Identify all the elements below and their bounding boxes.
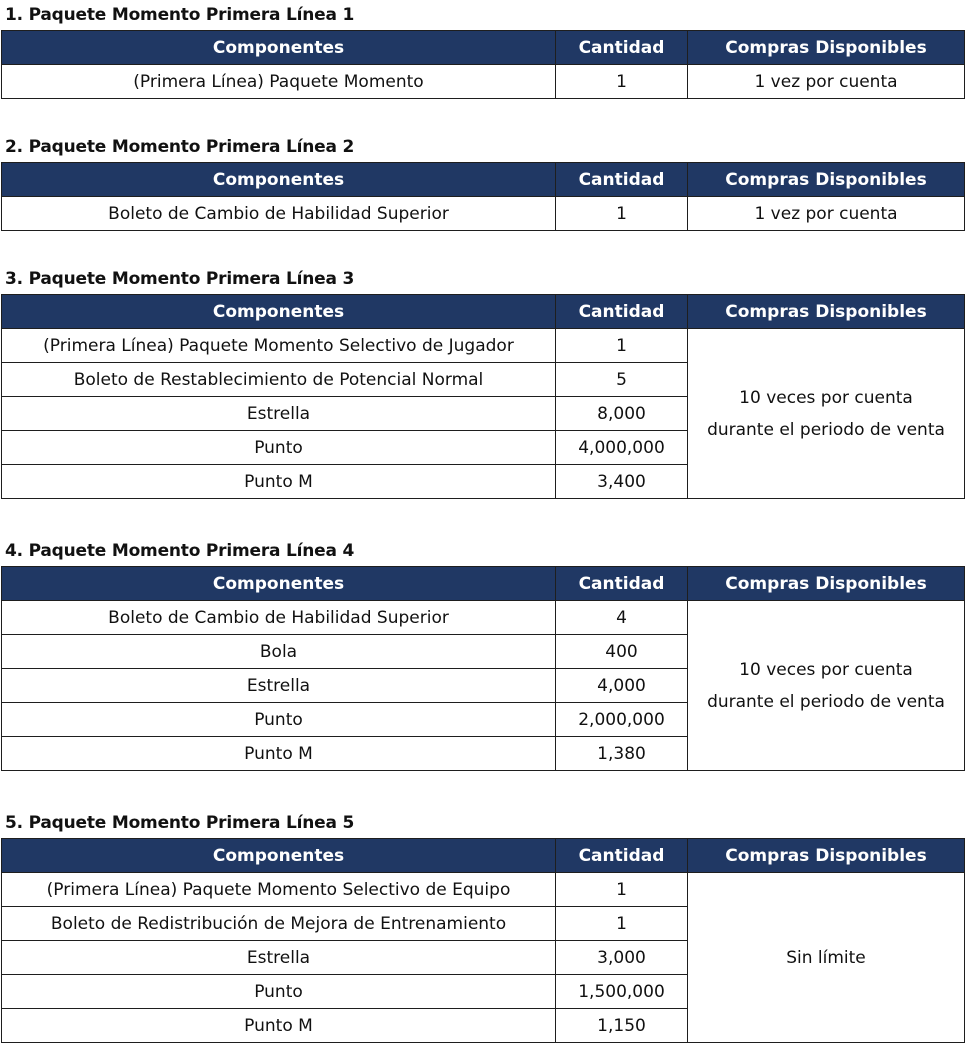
purchases-cell: 1 vez por cuenta <box>688 65 965 99</box>
table-header-row <box>2 31 965 65</box>
quantity-cell: 2,000,000 <box>556 703 688 737</box>
component-cell: (Primera Línea) Paquete Momento <box>2 65 556 99</box>
package-section-4 <box>0 536 965 771</box>
table-row <box>2 65 965 99</box>
quantity-cell: 4 <box>556 601 688 635</box>
header-components: Componentes <box>2 163 556 197</box>
quantity-cell: 1,500,000 <box>556 975 688 1009</box>
header-components: Componentes <box>2 31 556 65</box>
header-quantity: Cantidad <box>556 31 688 65</box>
table-header-row <box>2 295 965 329</box>
header-quantity: Cantidad <box>556 839 688 873</box>
component-cell: Punto <box>2 703 556 737</box>
component-cell: Punto <box>2 431 556 465</box>
quantity-cell: 4,000,000 <box>556 431 688 465</box>
table-header-row <box>2 567 965 601</box>
purchases-line-1: 10 veces por cuenta <box>739 387 913 408</box>
package-title: 2. Paquete Momento Primera Línea 2 <box>5 137 355 157</box>
quantity-cell: 1 <box>556 329 688 363</box>
table-row <box>2 197 965 231</box>
package-section-5 <box>0 808 965 1043</box>
header-components: Componentes <box>2 295 556 329</box>
header-quantity: Cantidad <box>556 163 688 197</box>
component-cell: Estrella <box>2 397 556 431</box>
package-table <box>1 838 965 1043</box>
component-cell: (Primera Línea) Paquete Momento Selectivo de Equipo <box>2 873 556 907</box>
table-row <box>2 329 965 363</box>
package-section-3 <box>0 264 965 499</box>
quantity-cell: 1 <box>556 65 688 99</box>
package-table <box>1 162 965 231</box>
quantity-cell: 4,000 <box>556 669 688 703</box>
package-title: 4. Paquete Momento Primera Línea 4 <box>5 541 355 561</box>
header-purchases: Compras Disponibles <box>688 839 965 873</box>
component-cell: Estrella <box>2 941 556 975</box>
package-section-2 <box>0 132 965 231</box>
component-cell: Bola <box>2 635 556 669</box>
purchases-line-2: durante el periodo de venta <box>707 691 945 712</box>
header-components: Componentes <box>2 567 556 601</box>
component-cell: Punto M <box>2 737 556 771</box>
header-purchases: Compras Disponibles <box>688 31 965 65</box>
header-purchases: Compras Disponibles <box>688 163 965 197</box>
package-title: 5. Paquete Momento Primera Línea 5 <box>5 813 355 833</box>
table-header-row <box>2 839 965 873</box>
package-section-1 <box>0 0 965 99</box>
quantity-cell: 1 <box>556 197 688 231</box>
header-components: Componentes <box>2 839 556 873</box>
quantity-cell: 8,000 <box>556 397 688 431</box>
table-row <box>2 873 965 907</box>
quantity-cell: 5 <box>556 363 688 397</box>
table-header-row <box>2 163 965 197</box>
package-table <box>1 294 965 499</box>
component-cell: Estrella <box>2 669 556 703</box>
header-quantity: Cantidad <box>556 295 688 329</box>
package-table <box>1 30 965 99</box>
purchases-cell <box>688 329 965 499</box>
package-title: 3. Paquete Momento Primera Línea 3 <box>5 269 355 289</box>
quantity-cell: 400 <box>556 635 688 669</box>
quantity-cell: 1 <box>556 873 688 907</box>
header-purchases: Compras Disponibles <box>688 295 965 329</box>
quantity-cell: 1,380 <box>556 737 688 771</box>
package-table <box>1 566 965 771</box>
quantity-cell: 3,400 <box>556 465 688 499</box>
package-title: 1. Paquete Momento Primera Línea 1 <box>5 5 355 25</box>
quantity-cell: 3,000 <box>556 941 688 975</box>
component-cell: Boleto de Cambio de Habilidad Superior <box>2 601 556 635</box>
component-cell: Punto <box>2 975 556 1009</box>
component-cell: Punto M <box>2 465 556 499</box>
purchases-cell <box>688 601 965 771</box>
purchases-line-2: durante el periodo de venta <box>707 419 945 440</box>
table-row <box>2 601 965 635</box>
header-quantity: Cantidad <box>556 567 688 601</box>
quantity-cell: 1 <box>556 907 688 941</box>
purchases-cell: 1 vez por cuenta <box>688 197 965 231</box>
component-cell: (Primera Línea) Paquete Momento Selectivo de Jugador <box>2 329 556 363</box>
component-cell: Punto M <box>2 1009 556 1043</box>
component-cell: Boleto de Redistribución de Mejora de Entrenamiento <box>2 907 556 941</box>
header-purchases: Compras Disponibles <box>688 567 965 601</box>
purchases-line-1: 10 veces por cuenta <box>739 659 913 680</box>
purchases-cell: Sin límite <box>688 873 965 1043</box>
component-cell: Boleto de Restablecimiento de Potencial Normal <box>2 363 556 397</box>
quantity-cell: 1,150 <box>556 1009 688 1043</box>
component-cell: Boleto de Cambio de Habilidad Superior <box>2 197 556 231</box>
